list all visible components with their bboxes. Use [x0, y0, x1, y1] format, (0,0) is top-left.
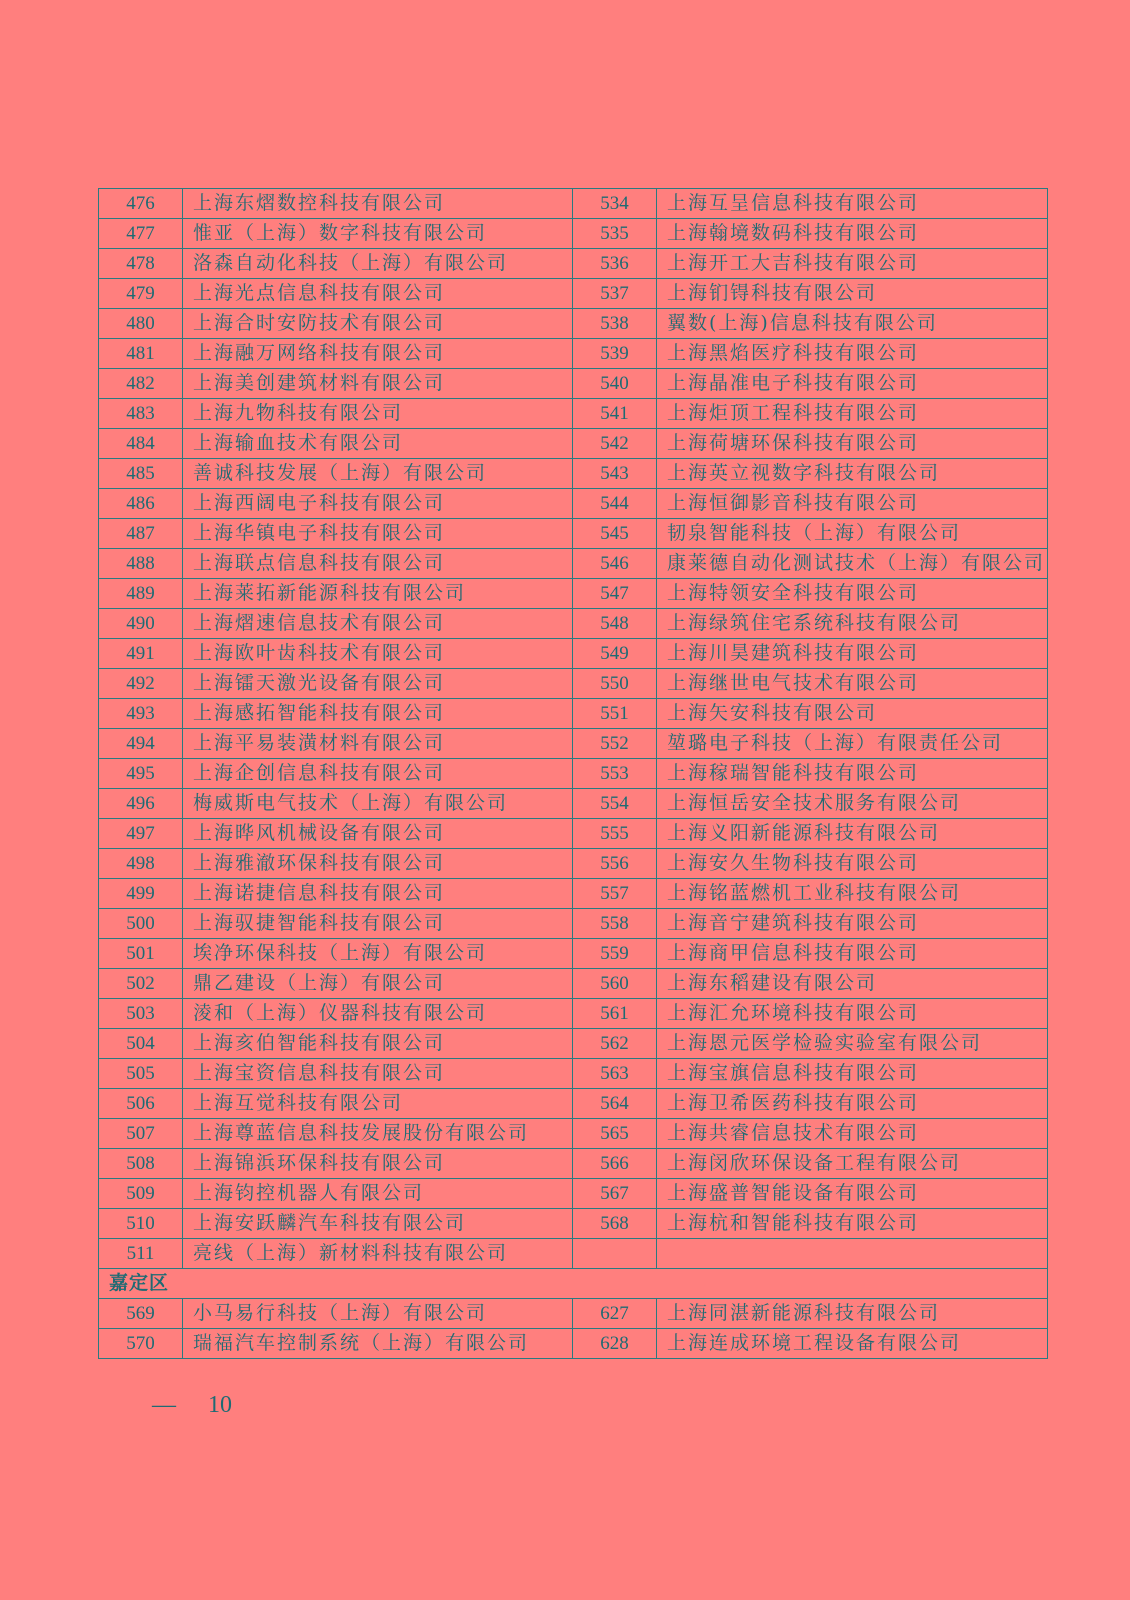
entry-number: 489 [99, 579, 183, 609]
company-name: 上海特领安全科技有限公司 [657, 579, 1048, 609]
company-name: 上海安跃麟汽车科技有限公司 [183, 1209, 573, 1239]
company-name: 上海汇允环境科技有限公司 [657, 999, 1048, 1029]
company-name: 上海恩元医学检验实验室有限公司 [657, 1029, 1048, 1059]
company-name: 韧泉智能科技（上海）有限公司 [657, 519, 1048, 549]
entry-number: 491 [99, 639, 183, 669]
entry-number: 563 [573, 1059, 657, 1089]
entry-number: 564 [573, 1089, 657, 1119]
table-row [99, 1089, 1048, 1119]
table-row [99, 879, 1048, 909]
entry-number: 538 [573, 309, 657, 339]
table-row [99, 189, 1048, 219]
table-row [99, 1119, 1048, 1149]
entry-number: 544 [573, 489, 657, 519]
company-name: 埃净环保科技（上海）有限公司 [183, 939, 573, 969]
table-row [99, 909, 1048, 939]
company-name: 瑞福汽车控制系统（上海）有限公司 [183, 1329, 573, 1359]
table-row [99, 669, 1048, 699]
table-row [99, 519, 1048, 549]
company-name: 上海连成环境工程设备有限公司 [657, 1329, 1048, 1359]
table-row [99, 609, 1048, 639]
company-name: 上海铭蓝燃机工业科技有限公司 [657, 879, 1048, 909]
footer-dash: — [152, 1392, 176, 1418]
table-row [99, 339, 1048, 369]
table-row [99, 699, 1048, 729]
company-name: 小马易行科技（上海）有限公司 [183, 1299, 573, 1329]
entry-number: 535 [573, 219, 657, 249]
company-name: 上海平易装潢材料有限公司 [183, 729, 573, 759]
company-name: 上海义阳新能源科技有限公司 [657, 819, 1048, 849]
entry-number: 488 [99, 549, 183, 579]
company-name: 上海宝旗信息科技有限公司 [657, 1059, 1048, 1089]
company-name: 上海联点信息科技有限公司 [183, 549, 573, 579]
entry-number: 479 [99, 279, 183, 309]
company-name: 上海翰境数码科技有限公司 [657, 219, 1048, 249]
table-row [99, 399, 1048, 429]
entry-number: 478 [99, 249, 183, 279]
company-name: 鼎乙建设（上海）有限公司 [183, 969, 573, 999]
entry-number: 481 [99, 339, 183, 369]
company-name: 上海炬顶工程科技有限公司 [657, 399, 1048, 429]
entry-number: 500 [99, 909, 183, 939]
table-row [99, 489, 1048, 519]
entry-number: 509 [99, 1179, 183, 1209]
table-row [99, 1059, 1048, 1089]
company-name: 上海互觉科技有限公司 [183, 1089, 573, 1119]
company-name: 梅威斯电气技术（上海）有限公司 [183, 789, 573, 819]
entry-number: 546 [573, 549, 657, 579]
entry-number: 555 [573, 819, 657, 849]
entry-number: 551 [573, 699, 657, 729]
table-row [99, 1029, 1048, 1059]
company-name: 上海东稻建设有限公司 [657, 969, 1048, 999]
company-name: 上海西阔电子科技有限公司 [183, 489, 573, 519]
company-name: 上海稼瑞智能科技有限公司 [657, 759, 1048, 789]
company-name: 惟亚（上海）数字科技有限公司 [183, 219, 573, 249]
company-name: 上海杭和智能科技有限公司 [657, 1209, 1048, 1239]
company-name: 堃璐电子科技（上海）有限责任公司 [657, 729, 1048, 759]
company-name: 上海卫希医药科技有限公司 [657, 1089, 1048, 1119]
table-row [99, 939, 1048, 969]
company-name: 上海互呈信息科技有限公司 [657, 189, 1048, 219]
company-name: 上海绿筑住宅系统科技有限公司 [657, 609, 1048, 639]
table-row [99, 579, 1048, 609]
entry-number: 540 [573, 369, 657, 399]
table-row [99, 759, 1048, 789]
company-name: 上海企创信息科技有限公司 [183, 759, 573, 789]
table-row [99, 1299, 1048, 1329]
table-row [99, 789, 1048, 819]
entry-number: 502 [99, 969, 183, 999]
company-name [657, 1239, 1048, 1269]
company-name: 上海安久生物科技有限公司 [657, 849, 1048, 879]
table-row [99, 849, 1048, 879]
entry-number: 508 [99, 1149, 183, 1179]
entry-number: 499 [99, 879, 183, 909]
entry-number: 566 [573, 1149, 657, 1179]
entry-number: 495 [99, 759, 183, 789]
table-row [99, 1239, 1048, 1269]
section-row [99, 1269, 1048, 1299]
company-name: 上海欧叶齿科技术有限公司 [183, 639, 573, 669]
company-name: 洛森自动化科技（上海）有限公司 [183, 249, 573, 279]
entry-number: 541 [573, 399, 657, 429]
entry-number: 496 [99, 789, 183, 819]
entry-number: 627 [573, 1299, 657, 1329]
company-name: 淩和（上海）仪器科技有限公司 [183, 999, 573, 1029]
table-row [99, 999, 1048, 1029]
entry-number: 547 [573, 579, 657, 609]
company-name: 上海锦浜环保科技有限公司 [183, 1149, 573, 1179]
entry-number: 565 [573, 1119, 657, 1149]
table-row [99, 1179, 1048, 1209]
company-name: 上海美创建筑材料有限公司 [183, 369, 573, 399]
company-name: 上海开工大吉科技有限公司 [657, 249, 1048, 279]
entry-number: 537 [573, 279, 657, 309]
company-name: 上海熠速信息技术有限公司 [183, 609, 573, 639]
section-header [99, 1269, 1048, 1299]
company-name: 上海继世电气技术有限公司 [657, 669, 1048, 699]
entry-number: 545 [573, 519, 657, 549]
company-name: 亮线（上海）新材料科技有限公司 [183, 1239, 573, 1269]
entry-number: 534 [573, 189, 657, 219]
entry-number: 548 [573, 609, 657, 639]
table-row [99, 819, 1048, 849]
entry-number: 494 [99, 729, 183, 759]
entry-number: 558 [573, 909, 657, 939]
entry-number: 542 [573, 429, 657, 459]
company-name: 善诚科技发展（上海）有限公司 [183, 459, 573, 489]
company-name: 上海合时安防技术有限公司 [183, 309, 573, 339]
company-name: 上海川昊建筑科技有限公司 [657, 639, 1048, 669]
entry-number: 554 [573, 789, 657, 819]
table-row [99, 429, 1048, 459]
company-name: 上海光点信息科技有限公司 [183, 279, 573, 309]
company-name: 上海商甲信息科技有限公司 [657, 939, 1048, 969]
company-name: 上海恒岳安全技术服务有限公司 [657, 789, 1048, 819]
entry-number [573, 1239, 657, 1269]
entry-number: 493 [99, 699, 183, 729]
table-body-bottom [99, 1299, 1048, 1359]
table-row [99, 309, 1048, 339]
company-name: 上海英立视数字科技有限公司 [657, 459, 1048, 489]
entry-number: 487 [99, 519, 183, 549]
company-name: 上海九物科技有限公司 [183, 399, 573, 429]
entry-number: 476 [99, 189, 183, 219]
entry-number: 501 [99, 939, 183, 969]
entry-number: 536 [573, 249, 657, 279]
company-name: 上海诺捷信息科技有限公司 [183, 879, 573, 909]
table-row [99, 459, 1048, 489]
company-name: 上海恒御影音科技有限公司 [657, 489, 1048, 519]
company-name: 上海输血技术有限公司 [183, 429, 573, 459]
entry-number: 568 [573, 1209, 657, 1239]
company-list-table [98, 188, 1048, 1359]
entry-number: 552 [573, 729, 657, 759]
table-row [99, 369, 1048, 399]
company-name: 上海宝资信息科技有限公司 [183, 1059, 573, 1089]
table-row [99, 729, 1048, 759]
entry-number: 560 [573, 969, 657, 999]
table-row [99, 969, 1048, 999]
entry-number: 539 [573, 339, 657, 369]
company-name: 上海雅澈环保科技有限公司 [183, 849, 573, 879]
company-name: 翼数(上海)信息科技有限公司 [657, 309, 1048, 339]
entry-number: 480 [99, 309, 183, 339]
table-body-top [99, 189, 1048, 1269]
entry-number: 505 [99, 1059, 183, 1089]
company-name: 上海共睿信息技术有限公司 [657, 1119, 1048, 1149]
table-row [99, 279, 1048, 309]
page-footer [152, 1392, 232, 1419]
table-row [99, 249, 1048, 279]
entry-number: 507 [99, 1119, 183, 1149]
entry-number: 569 [99, 1299, 183, 1329]
company-name: 上海莱拓新能源科技有限公司 [183, 579, 573, 609]
entry-number: 484 [99, 429, 183, 459]
company-name: 上海荷塘环保科技有限公司 [657, 429, 1048, 459]
entry-number: 486 [99, 489, 183, 519]
section-title: 嘉定区 [99, 1269, 1048, 1299]
company-name: 上海驭捷智能科技有限公司 [183, 909, 573, 939]
entry-number: 482 [99, 369, 183, 399]
entry-number: 483 [99, 399, 183, 429]
entry-number: 543 [573, 459, 657, 489]
company-name: 上海黑焰医疗科技有限公司 [657, 339, 1048, 369]
company-name: 上海亥伯智能科技有限公司 [183, 1029, 573, 1059]
entry-number: 628 [573, 1329, 657, 1359]
entry-number: 511 [99, 1239, 183, 1269]
entry-number: 567 [573, 1179, 657, 1209]
entry-number: 556 [573, 849, 657, 879]
entry-number: 503 [99, 999, 183, 1029]
entry-number: 485 [99, 459, 183, 489]
entry-number: 498 [99, 849, 183, 879]
entry-number: 492 [99, 669, 183, 699]
page-number: 10 [208, 1392, 232, 1418]
table-row [99, 219, 1048, 249]
entry-number: 477 [99, 219, 183, 249]
company-name: 上海尊蓝信息科技发展股份有限公司 [183, 1119, 573, 1149]
entry-number: 504 [99, 1029, 183, 1059]
entry-number: 570 [99, 1329, 183, 1359]
company-name: 上海矢安科技有限公司 [657, 699, 1048, 729]
entry-number: 553 [573, 759, 657, 789]
entry-number: 557 [573, 879, 657, 909]
company-name: 上海晔风机械设备有限公司 [183, 819, 573, 849]
table-row [99, 639, 1048, 669]
table-row [99, 1209, 1048, 1239]
company-name: 上海盛普智能设备有限公司 [657, 1179, 1048, 1209]
table-row [99, 1329, 1048, 1359]
company-name: 康莱德自动化测试技术（上海）有限公司 [657, 549, 1048, 579]
entry-number: 550 [573, 669, 657, 699]
entry-number: 549 [573, 639, 657, 669]
company-name: 上海华镇电子科技有限公司 [183, 519, 573, 549]
entry-number: 559 [573, 939, 657, 969]
entry-number: 561 [573, 999, 657, 1029]
entry-number: 490 [99, 609, 183, 639]
entry-number: 510 [99, 1209, 183, 1239]
company-name: 上海同湛新能源科技有限公司 [657, 1299, 1048, 1329]
company-name: 上海钧控机器人有限公司 [183, 1179, 573, 1209]
company-name: 上海东熠数控科技有限公司 [183, 189, 573, 219]
entry-number: 562 [573, 1029, 657, 1059]
table-row [99, 1149, 1048, 1179]
company-name: 上海融万网络科技有限公司 [183, 339, 573, 369]
entry-number: 506 [99, 1089, 183, 1119]
entry-number: 497 [99, 819, 183, 849]
table-row [99, 549, 1048, 579]
company-name: 上海感拓智能科技有限公司 [183, 699, 573, 729]
company-name: 上海闵欣环保设备工程有限公司 [657, 1149, 1048, 1179]
company-name: 上海音宁建筑科技有限公司 [657, 909, 1048, 939]
company-name: 上海晶准电子科技有限公司 [657, 369, 1048, 399]
company-name: 上海镭天激光设备有限公司 [183, 669, 573, 699]
company-name: 上海钔锝科技有限公司 [657, 279, 1048, 309]
